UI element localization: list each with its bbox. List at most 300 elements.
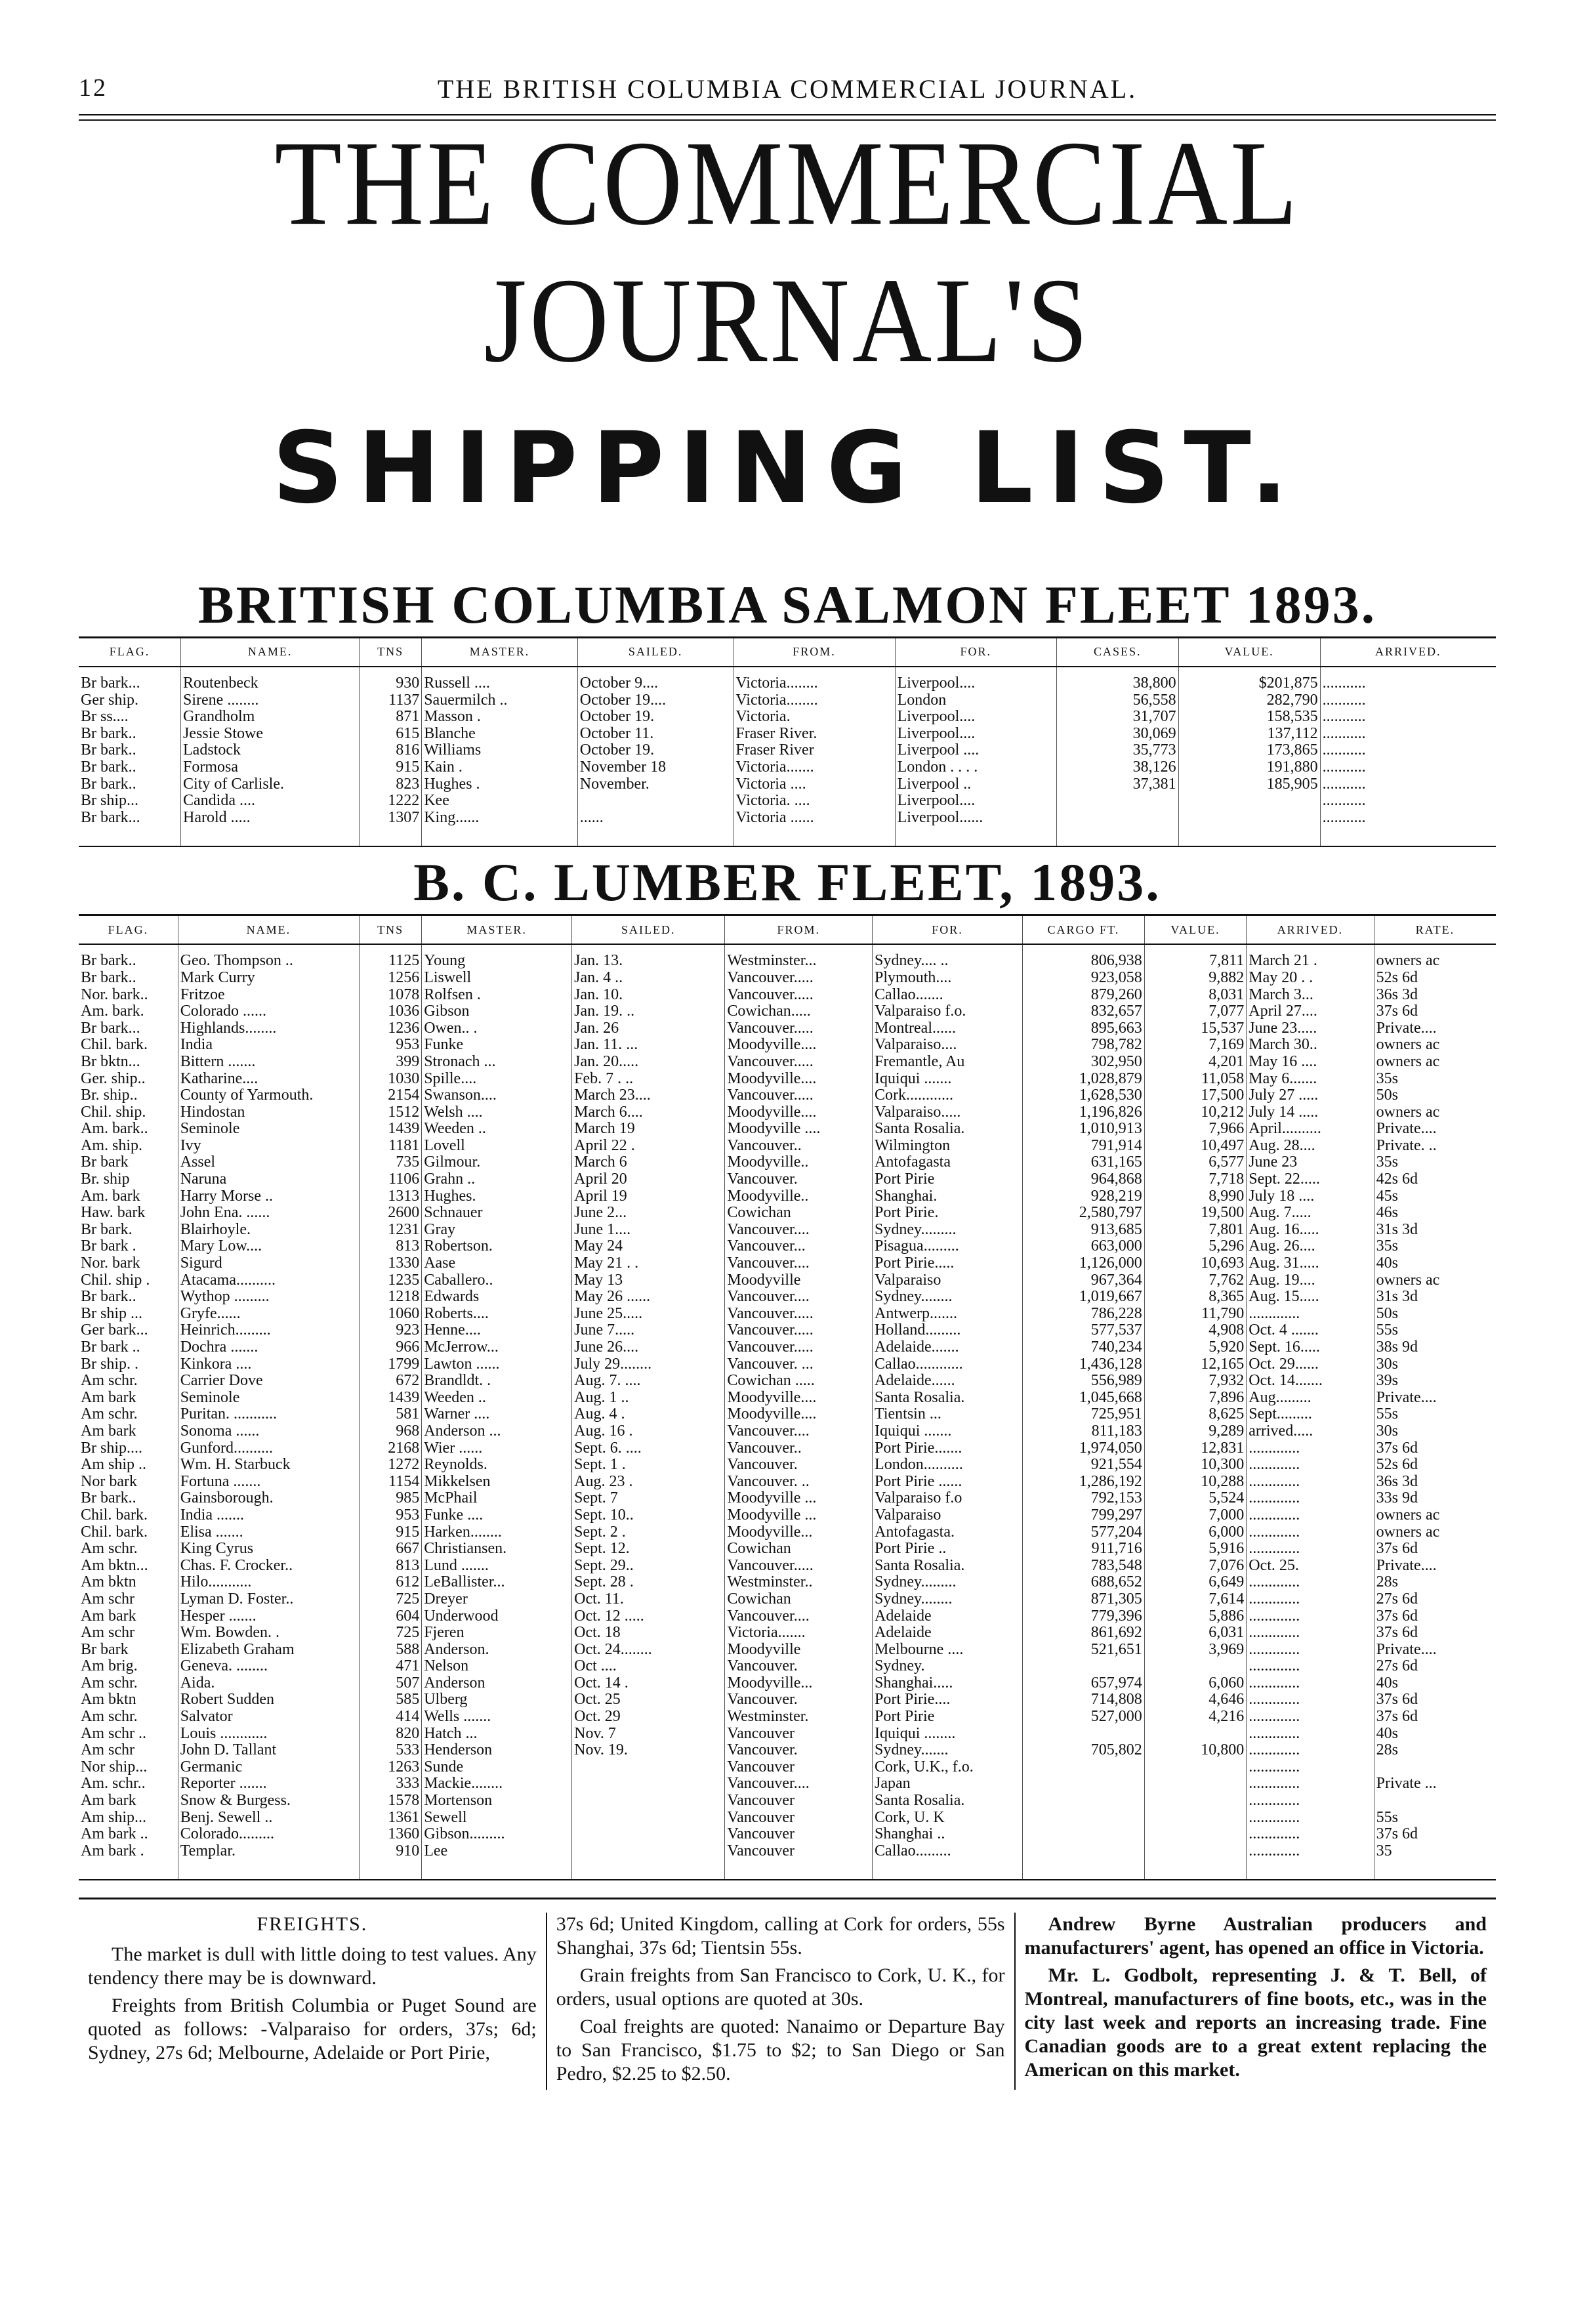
table-cell: 9,289 bbox=[1144, 1423, 1247, 1440]
table-cell: King Cyrus bbox=[178, 1541, 359, 1558]
table-cell: Japan bbox=[873, 1775, 1023, 1793]
table-cell: 27s 6d bbox=[1374, 1591, 1496, 1608]
table-row bbox=[79, 692, 1496, 709]
table-cell: Assel bbox=[178, 1154, 359, 1171]
table-cell: Private.... bbox=[1374, 1558, 1496, 1575]
table-cell: Christiansen. bbox=[422, 1541, 572, 1558]
table-row bbox=[79, 1658, 1496, 1675]
table-cell: ........... bbox=[1320, 810, 1496, 827]
table-cell: 4,908 bbox=[1144, 1322, 1247, 1339]
table-cell: Aug......... bbox=[1247, 1390, 1374, 1407]
table-cell: Antofagasta. bbox=[873, 1524, 1023, 1541]
table-cell: 1799 bbox=[360, 1356, 422, 1373]
table-cell: 1360 bbox=[360, 1826, 422, 1843]
table-cell: Oct. 14....... bbox=[1247, 1373, 1374, 1390]
table-cell: June 1.... bbox=[572, 1222, 725, 1239]
table-cell: 55s bbox=[1374, 1810, 1496, 1827]
table-cell: 1439 bbox=[360, 1121, 422, 1138]
table-cell: Chil. bark. bbox=[81, 1037, 148, 1054]
table-row bbox=[79, 1574, 1496, 1591]
table-cell: 8,031 bbox=[1144, 987, 1247, 1004]
table-cell: 1125 bbox=[360, 944, 422, 970]
blank-row bbox=[79, 826, 1496, 846]
table-cell: Vancouver bbox=[725, 1810, 873, 1827]
table-cell: Moodyville.. bbox=[725, 1154, 873, 1171]
table-cell: ............. bbox=[1247, 1709, 1374, 1726]
table-cell: Liverpool.... bbox=[895, 726, 1056, 743]
table-cell: ............. bbox=[1247, 1457, 1374, 1474]
table-cell: Westminster... bbox=[725, 944, 873, 970]
table-cell: Bittern ....... bbox=[178, 1054, 359, 1071]
table-cell: Victoria........ bbox=[733, 667, 895, 692]
table-cell: Port Pirie.... bbox=[873, 1691, 1023, 1709]
table-cell: Oct. 4 ....... bbox=[1247, 1322, 1374, 1339]
table-cell: Sigurd bbox=[178, 1255, 359, 1272]
table-cell: 6,000 bbox=[1144, 1524, 1247, 1541]
table-row bbox=[79, 944, 1496, 970]
table-cell: October 9.... bbox=[577, 667, 733, 692]
table-row bbox=[79, 1154, 1496, 1171]
table-cell: Mark Curry bbox=[178, 970, 359, 987]
table-cell: Am bark bbox=[81, 1793, 136, 1810]
table-row bbox=[79, 1608, 1496, 1625]
table-cell: ............. bbox=[1247, 1675, 1374, 1692]
table-cell: Colorado......... bbox=[178, 1826, 359, 1843]
table-cell: Cowichan bbox=[725, 1591, 873, 1608]
column-header: TNS bbox=[360, 638, 422, 667]
table-cell: Robertson. bbox=[422, 1238, 572, 1255]
table-cell: Oct. 12 ..... bbox=[572, 1608, 725, 1625]
column-header: FLAG. bbox=[79, 915, 178, 945]
table-cell: Vancouver..... bbox=[725, 1020, 873, 1037]
table-cell: ...... bbox=[577, 810, 733, 827]
table-cell: Shanghai .. bbox=[873, 1826, 1023, 1843]
table-cell: 7,762 bbox=[1144, 1272, 1247, 1289]
table-cell bbox=[1374, 1793, 1496, 1810]
table-cell: owners ac bbox=[1374, 1054, 1496, 1071]
table-cell: 7,811 bbox=[1144, 944, 1247, 970]
table-cell: 577,537 bbox=[1022, 1322, 1144, 1339]
table-cell: Oct. 25 bbox=[572, 1691, 725, 1709]
table-cell: Chil. ship. bbox=[81, 1104, 146, 1121]
table-row bbox=[79, 1339, 1496, 1356]
table-cell: 37s 6d bbox=[1374, 1709, 1496, 1726]
table-cell: 783,548 bbox=[1022, 1558, 1144, 1575]
table-cell: Vancouver..... bbox=[725, 1339, 873, 1356]
table-cell: Lund ....... bbox=[422, 1558, 572, 1575]
table-cell: Antofagasta bbox=[873, 1154, 1023, 1171]
table-cell: 40s bbox=[1374, 1255, 1496, 1272]
table-cell: Liverpool.... bbox=[895, 667, 1056, 692]
table-cell: Wilmington bbox=[873, 1138, 1023, 1155]
table-cell: Br bark.. bbox=[81, 1289, 136, 1306]
table-cell: ............. bbox=[1247, 1759, 1374, 1776]
table-cell: 30,069 bbox=[1056, 726, 1178, 743]
table-cell: King...... bbox=[422, 810, 578, 827]
table-cell: Am bktn bbox=[81, 1691, 136, 1709]
table-cell: 191,880 bbox=[1178, 759, 1320, 776]
blank-cell bbox=[895, 826, 1056, 846]
table-cell: Aug. 4 . bbox=[572, 1406, 725, 1423]
table-cell: Moodyville.... bbox=[725, 1406, 873, 1423]
table-row bbox=[79, 1440, 1496, 1457]
table-cell: 820 bbox=[360, 1726, 422, 1743]
table-cell: Nov. 7 bbox=[572, 1726, 725, 1743]
table-cell: 282,790 bbox=[1178, 692, 1320, 709]
table-cell: Henderson bbox=[422, 1742, 572, 1759]
table-cell: May 24 bbox=[572, 1238, 725, 1255]
table-cell bbox=[1374, 1759, 1496, 1776]
table-cell: 1,010,913 bbox=[1022, 1121, 1144, 1138]
blank-cell bbox=[1374, 1859, 1496, 1880]
table-cell bbox=[1022, 1775, 1144, 1793]
table-cell: 414 bbox=[360, 1709, 422, 1726]
table-cell: Atacama.......... bbox=[178, 1272, 359, 1289]
table-cell: Sewell bbox=[422, 1810, 572, 1827]
table-cell bbox=[1022, 1793, 1144, 1810]
table-cell: Oct. 29...... bbox=[1247, 1356, 1374, 1373]
table-row bbox=[79, 1742, 1496, 1759]
table-row bbox=[79, 1071, 1496, 1088]
table-cell: 42s 6d bbox=[1374, 1171, 1496, 1188]
table-cell: 1,436,128 bbox=[1022, 1356, 1144, 1373]
table-cell: Vancouver... bbox=[725, 1238, 873, 1255]
table-cell: Br ship.... bbox=[81, 1440, 143, 1457]
table-cell: 1222 bbox=[360, 793, 422, 810]
table-cell: Robert Sudden bbox=[178, 1691, 359, 1709]
table-cell: Cowichan bbox=[725, 1205, 873, 1222]
table-row bbox=[79, 970, 1496, 987]
table-cell: Grahn .. bbox=[422, 1171, 572, 1188]
table-cell: ............. bbox=[1247, 1306, 1374, 1323]
table-cell: Sydney......... bbox=[873, 1222, 1023, 1239]
masthead: THE COMMERCIAL JOURNAL'S bbox=[274, 116, 1300, 388]
table-cell: Swanson.... bbox=[422, 1087, 572, 1104]
table-cell: Fortuna ....... bbox=[178, 1474, 359, 1491]
table-cell: 910 bbox=[360, 1843, 422, 1860]
table-cell: Pisagua......... bbox=[873, 1238, 1023, 1255]
news-paragraph: Mr. L. Godbolt, representing J. & T. Bell, of Montreal, manufacturers of fine boots, etc., was in the city last week and reports an increasing trade. Fine Canadian goods are to a great extent replacing the American on this market. bbox=[1024, 1964, 1487, 2081]
table-cell: 7,801 bbox=[1144, 1222, 1247, 1239]
table-row bbox=[79, 1020, 1496, 1037]
table-cell: Vancouver.... bbox=[725, 1222, 873, 1239]
table-cell: 45s bbox=[1374, 1188, 1496, 1205]
column-header: CASES. bbox=[1056, 638, 1178, 667]
table-cell: Valparaiso.... bbox=[873, 1037, 1023, 1054]
freights-column-1 bbox=[79, 1913, 546, 2090]
table-cell: Plymouth.... bbox=[873, 970, 1023, 987]
table-cell: 7,077 bbox=[1144, 1003, 1247, 1020]
table-cell: April 19 bbox=[572, 1188, 725, 1205]
table-cell: Moodyville.... bbox=[725, 1037, 873, 1054]
table-row bbox=[79, 1322, 1496, 1339]
table-cell: Fremantle, Au bbox=[873, 1054, 1023, 1071]
freights-paragraph: Freights from British Columbia or Puget Sound are quoted as follows: -Valparaiso for orders, 37s; 6d; Sydney, 27s 6d; Melbourne, Adelaide or Port Pirie, bbox=[88, 1995, 537, 2064]
table-cell: Am schr. bbox=[81, 1541, 138, 1558]
table-cell: 12,831 bbox=[1144, 1440, 1247, 1457]
table-cell: 725 bbox=[360, 1625, 422, 1642]
table-cell: ........... bbox=[1320, 667, 1496, 692]
table-row bbox=[79, 1238, 1496, 1255]
table-cell: Oct .... bbox=[572, 1658, 725, 1675]
table-cell: ............. bbox=[1247, 1658, 1374, 1675]
table-cell: 15,537 bbox=[1144, 1020, 1247, 1037]
table-cell bbox=[1144, 1793, 1247, 1810]
table-cell: 1078 bbox=[360, 987, 422, 1004]
table-cell: Santa Rosalia. bbox=[873, 1390, 1023, 1407]
table-cell: Harken........ bbox=[422, 1524, 572, 1541]
table-cell: October 19.... bbox=[577, 692, 733, 709]
table-cell: June 26.... bbox=[572, 1339, 725, 1356]
table-cell: 37s 6d bbox=[1374, 1440, 1496, 1457]
table-cell: 7,076 bbox=[1144, 1558, 1247, 1575]
table-cell: 588 bbox=[360, 1642, 422, 1659]
table-cell: Haw. bark bbox=[81, 1205, 146, 1222]
table-cell: Victoria....... bbox=[725, 1625, 873, 1642]
table-cell: Sydney....... bbox=[873, 1742, 1023, 1759]
table-cell: 966 bbox=[360, 1339, 422, 1356]
table-cell: Russell .... bbox=[422, 667, 578, 692]
table-cell: 657,974 bbox=[1022, 1675, 1144, 1692]
table-cell: 8,625 bbox=[1144, 1406, 1247, 1423]
table-cell: Sept. 22..... bbox=[1247, 1171, 1374, 1188]
table-cell: 663,000 bbox=[1022, 1238, 1144, 1255]
table-cell: Private.... bbox=[1374, 1020, 1496, 1037]
blank-cell bbox=[178, 1859, 359, 1880]
table-cell: Aug. 16..... bbox=[1247, 1222, 1374, 1239]
table-cell: 37s 6d bbox=[1374, 1625, 1496, 1642]
table-cell: 5,886 bbox=[1144, 1608, 1247, 1625]
blank-row bbox=[79, 1859, 1496, 1880]
table-cell: Jan. 13. bbox=[572, 944, 725, 970]
table-cell: Am schr. bbox=[81, 1406, 138, 1423]
table-cell: 556,989 bbox=[1022, 1373, 1144, 1390]
table-cell: Fritzoe bbox=[178, 987, 359, 1004]
table-cell: Iquiqui ....... bbox=[873, 1071, 1023, 1088]
blank-cell bbox=[1320, 826, 1496, 846]
table-cell: Private.... bbox=[1374, 1390, 1496, 1407]
table-cell: March 23.... bbox=[572, 1087, 725, 1104]
table-cell: Santa Rosalia. bbox=[873, 1558, 1023, 1575]
table-cell: Adelaide bbox=[873, 1625, 1023, 1642]
table-cell: 1,045,668 bbox=[1022, 1390, 1144, 1407]
table-cell: ........... bbox=[1320, 726, 1496, 743]
table-cell: Reporter ....... bbox=[178, 1775, 359, 1793]
blank-cell bbox=[1056, 826, 1178, 846]
table-cell: Private ... bbox=[1374, 1775, 1496, 1793]
table-cell: 10,288 bbox=[1144, 1474, 1247, 1491]
table-cell: 17,500 bbox=[1144, 1087, 1247, 1104]
table-cell: Br ss.... bbox=[81, 709, 129, 726]
table-cell: Naruna bbox=[178, 1171, 359, 1188]
table-row bbox=[79, 759, 1496, 776]
table-cell: 8,365 bbox=[1144, 1289, 1247, 1306]
table-cell: Kee bbox=[422, 793, 578, 810]
table-cell: Moodyville... bbox=[725, 1675, 873, 1692]
column-header: RATE. bbox=[1374, 915, 1496, 945]
table-cell: May 26 ...... bbox=[572, 1289, 725, 1306]
table-row bbox=[79, 1793, 1496, 1810]
table-cell: 871,305 bbox=[1022, 1591, 1144, 1608]
column-header: FROM. bbox=[725, 915, 873, 945]
table-cell: Private.... bbox=[1374, 1121, 1496, 1138]
table-cell: 968 bbox=[360, 1423, 422, 1440]
table-cell: Rolfsen . bbox=[422, 987, 572, 1004]
table-cell: Santa Rosalia. bbox=[873, 1121, 1023, 1138]
table-cell: Br. ship.. bbox=[81, 1087, 138, 1104]
table-cell: Mortenson bbox=[422, 1793, 572, 1810]
table-cell: City of Carlisle. bbox=[181, 776, 360, 793]
table-cell: McPhail bbox=[422, 1490, 572, 1507]
table-cell bbox=[572, 1793, 725, 1810]
table-cell: June 2... bbox=[572, 1205, 725, 1222]
table-cell: 725,951 bbox=[1022, 1406, 1144, 1423]
table-cell: Harry Morse .. bbox=[178, 1188, 359, 1205]
table-cell: 46s bbox=[1374, 1205, 1496, 1222]
table-cell: 1236 bbox=[360, 1020, 422, 1037]
column-header: CARGO FT. bbox=[1022, 915, 1144, 945]
table-row bbox=[79, 1205, 1496, 1222]
table-cell: April.......... bbox=[1247, 1121, 1374, 1138]
table-cell: 50s bbox=[1374, 1306, 1496, 1323]
table-cell: 985 bbox=[360, 1490, 422, 1507]
table-cell: 913,685 bbox=[1022, 1222, 1144, 1239]
table-cell: 1060 bbox=[360, 1306, 422, 1323]
table-cell: 964,868 bbox=[1022, 1171, 1144, 1188]
table-cell: Liswell bbox=[422, 970, 572, 987]
table-cell: 923,058 bbox=[1022, 970, 1144, 987]
table-cell: 6,060 bbox=[1144, 1675, 1247, 1692]
table-cell: ............. bbox=[1247, 1843, 1374, 1860]
table-cell: Oct. 25. bbox=[1247, 1558, 1374, 1575]
table-cell: Gray bbox=[422, 1222, 572, 1239]
table-cell: Cowichan ..... bbox=[725, 1373, 873, 1390]
table-cell: November. bbox=[577, 776, 733, 793]
table-cell: Jan. 4 .. bbox=[572, 970, 725, 987]
table-cell: Gibson......... bbox=[422, 1826, 572, 1843]
table-cell: Port Pirie..... bbox=[873, 1255, 1023, 1272]
column-header: SAILED. bbox=[572, 915, 725, 945]
table-cell: 1,196,826 bbox=[1022, 1104, 1144, 1121]
table-cell: 333 bbox=[360, 1775, 422, 1793]
table-cell: Hesper ....... bbox=[178, 1608, 359, 1625]
table-cell: Callao............ bbox=[873, 1356, 1023, 1373]
table-cell bbox=[572, 1759, 725, 1776]
table-cell: 10,800 bbox=[1144, 1742, 1247, 1759]
table-cell: Hindostan bbox=[178, 1104, 359, 1121]
table-cell bbox=[1056, 793, 1178, 810]
table-cell: Moodyville bbox=[725, 1272, 873, 1289]
table-cell: Aug. 15..... bbox=[1247, 1289, 1374, 1306]
table-cell: Harold ..... bbox=[181, 810, 360, 827]
table-cell: ............. bbox=[1247, 1524, 1374, 1541]
table-cell: 35,773 bbox=[1056, 742, 1178, 759]
table-cell: Wm. Bowden. . bbox=[178, 1625, 359, 1642]
table-row bbox=[79, 1691, 1496, 1709]
table-cell: 471 bbox=[360, 1658, 422, 1675]
table-cell: Br bark... bbox=[81, 674, 140, 692]
table-cell: 791,914 bbox=[1022, 1138, 1144, 1155]
table-cell: 1256 bbox=[360, 970, 422, 987]
table-cell: Br bark .. bbox=[81, 1339, 140, 1356]
table-cell: Vancouver.... bbox=[725, 1289, 873, 1306]
table-cell: November 18 bbox=[577, 759, 733, 776]
table-cell: 19,500 bbox=[1144, 1205, 1247, 1222]
column-header: NAME. bbox=[178, 915, 359, 945]
table-cell: Br bark.. bbox=[81, 776, 136, 793]
table-cell: Melbourne .... bbox=[873, 1642, 1023, 1659]
table-cell: Am brig. bbox=[81, 1658, 138, 1675]
table-cell: 2600 bbox=[360, 1205, 422, 1222]
table-cell: 688,652 bbox=[1022, 1574, 1144, 1591]
table-cell: March 3... bbox=[1247, 987, 1374, 1004]
table-cell: London . . . . bbox=[895, 759, 1056, 776]
table-cell: March 6 bbox=[572, 1154, 725, 1171]
table-cell: Nelson bbox=[422, 1658, 572, 1675]
freights-heading: FREIGHTS. bbox=[257, 1913, 368, 1936]
column-header: MASTER. bbox=[422, 638, 578, 667]
table-cell: Highlands........ bbox=[178, 1020, 359, 1037]
table-cell: 7,896 bbox=[1144, 1390, 1247, 1407]
table-cell: 31s 3d bbox=[1374, 1289, 1496, 1306]
table-cell: 8,990 bbox=[1144, 1188, 1247, 1205]
blank-cell bbox=[79, 1859, 178, 1880]
table-cell: October 11. bbox=[577, 726, 733, 743]
table-cell: 35 bbox=[1374, 1843, 1496, 1860]
table-cell: Aase bbox=[422, 1255, 572, 1272]
table-row bbox=[79, 1003, 1496, 1020]
table-cell: Br bark.. bbox=[81, 1490, 136, 1507]
table-cell: 39s bbox=[1374, 1373, 1496, 1390]
table-cell: Katharine.... bbox=[178, 1071, 359, 1088]
table-cell: 527,000 bbox=[1022, 1709, 1144, 1726]
table-cell: Ger. ship.. bbox=[81, 1070, 146, 1087]
table-cell: ............. bbox=[1247, 1793, 1374, 1810]
table-cell: Puritan. ........... bbox=[178, 1406, 359, 1423]
table-row bbox=[79, 1104, 1496, 1121]
table-cell: 10,497 bbox=[1144, 1138, 1247, 1155]
table-cell: Carrier Dove bbox=[178, 1373, 359, 1390]
table-cell: Vancouver.... bbox=[725, 1423, 873, 1440]
table-cell: Ger bark... bbox=[81, 1322, 148, 1339]
table-cell: 792,153 bbox=[1022, 1490, 1144, 1507]
table-row bbox=[79, 1171, 1496, 1188]
table-cell: Santa Rosalia. bbox=[873, 1793, 1023, 1810]
table-cell bbox=[1178, 810, 1320, 827]
table-cell: 137,112 bbox=[1178, 726, 1320, 743]
table-cell: 1106 bbox=[360, 1171, 422, 1188]
table-cell: Templar. bbox=[178, 1843, 359, 1860]
table-cell: 7,932 bbox=[1144, 1373, 1247, 1390]
table-cell: Vancouver.... bbox=[725, 1255, 873, 1272]
table-cell: 521,651 bbox=[1022, 1642, 1144, 1659]
table-cell: 37,381 bbox=[1056, 776, 1178, 793]
running-title: THE BRITISH COLUMBIA COMMERCIAL JOURNAL. bbox=[437, 74, 1138, 104]
table-cell: 585 bbox=[360, 1691, 422, 1709]
table-cell: India bbox=[178, 1037, 359, 1054]
table-cell: Montreal...... bbox=[873, 1020, 1023, 1037]
table-cell: 813 bbox=[360, 1238, 422, 1255]
table-cell: Liverpool.... bbox=[895, 709, 1056, 726]
table-cell: April 27.... bbox=[1247, 1003, 1374, 1020]
table-cell: 302,950 bbox=[1022, 1054, 1144, 1071]
table-cell: Valparaiso f.o bbox=[873, 1490, 1023, 1507]
table-row bbox=[79, 1289, 1496, 1306]
table-cell: Oct. 11. bbox=[572, 1591, 725, 1608]
table-cell: Caballero.. bbox=[422, 1272, 572, 1289]
table-cell: Sydney........ bbox=[873, 1289, 1023, 1306]
table-cell: Anderson bbox=[422, 1675, 572, 1692]
